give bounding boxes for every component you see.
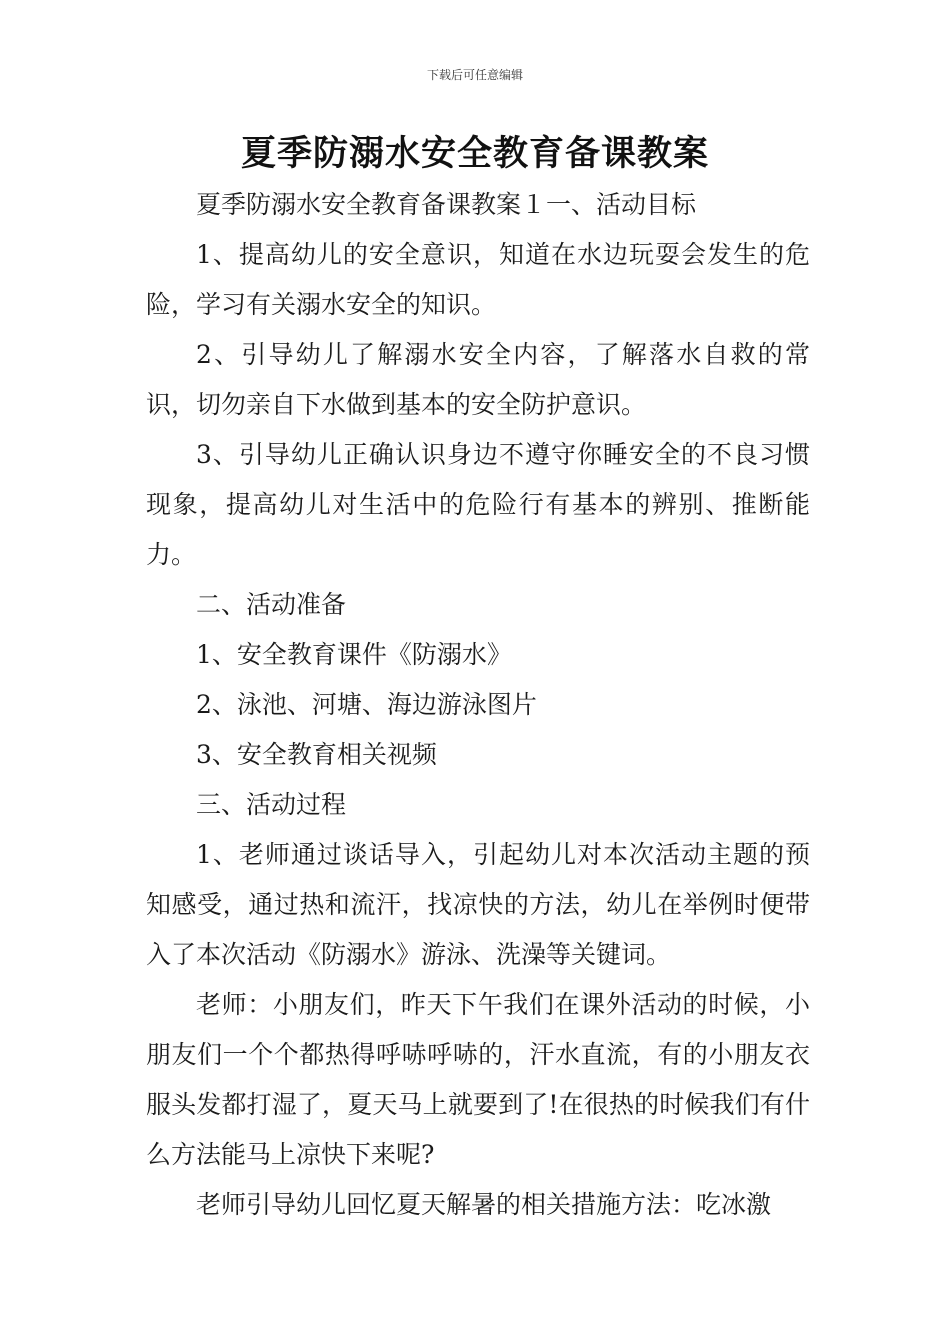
paragraph-teacher-guide: 老师引导幼儿回忆夏天解暑的相关措施方法：吃冰激 [196,1190,772,1219]
section-heading-preparation: 二、活动准备 [196,590,347,619]
header-note: 下载后可任意编辑 [426,68,523,82]
section-heading-process: 三、活动过程 [196,790,347,819]
paragraph-prep-2: 2、泳池、河塘、海边游泳图片 [196,690,537,719]
document-body [146,180,810,1230]
paragraph-prep-3: 3、安全教育相关视频 [196,740,437,769]
paragraph-goal-2: 2、引导幼儿了解溺水安全内容，了解落水自救的常识，切勿亲自下水做到基本的安全防护意识。 [146,340,810,419]
paragraph-process-1: 1、老师通过谈话导入，引起幼儿对本次活动主题的预知感受，通过热和流汗，找凉快的方法，幼儿在举例时便带入了本次活动《防溺水》游泳、洗澡等关键词。 [146,840,810,969]
paragraph-prep-1: 1、安全教育课件《防溺水》 [196,640,512,669]
document-title: 夏季防溺水安全教育备课教案 [240,134,709,174]
paragraph-goal-1: 1、提高幼儿的安全意识，知道在水边玩耍会发生的危险，学习有关溺水安全的知识。 [146,240,810,319]
paragraph-goal-3: 3、引导幼儿正确认识身边不遵守你睡安全的不良习惯现象，提高幼儿对生活中的危险行有基本的辨别、推断能力。 [146,440,810,569]
paragraph-intro: 夏季防溺水安全教育备课教案１一、活动目标 [196,190,697,219]
paragraph-teacher-dialogue: 老师：小朋友们，昨天下午我们在课外活动的时候，小朋友们一个个都热得呼哧呼哧的，汗水直流，有的小朋友衣服头发都打湿了，夏天马上就要到了!在很热的时候我们有什么方法能马上凉快下来呢? [146,990,810,1169]
